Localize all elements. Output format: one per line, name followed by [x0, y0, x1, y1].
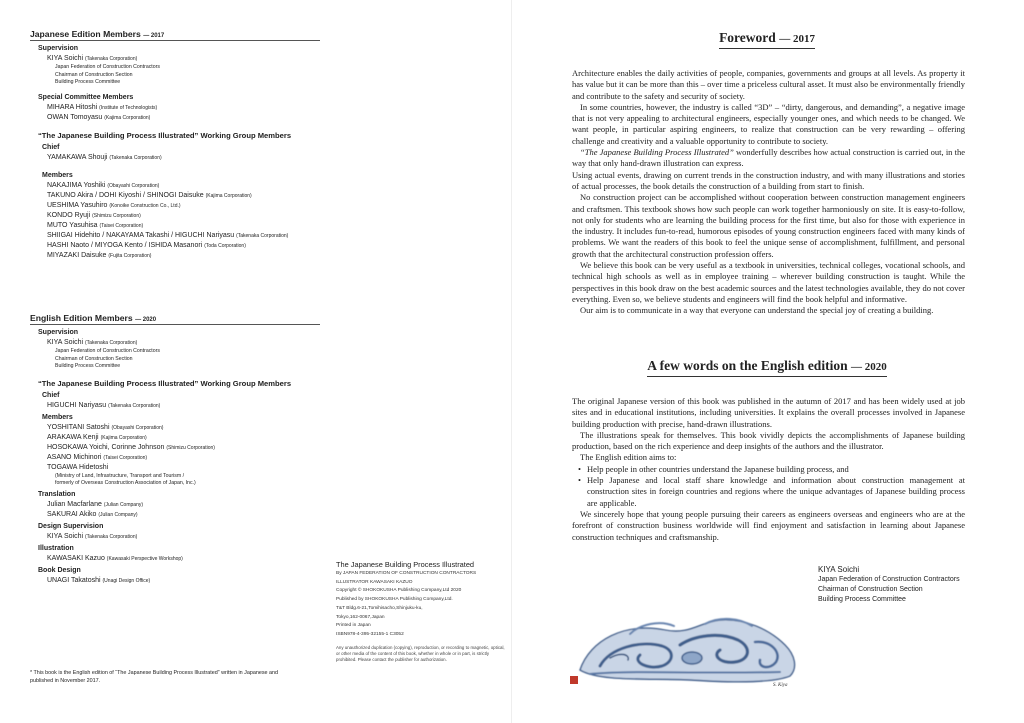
author-name: KIYA Soichi: [818, 565, 860, 574]
member-name: HASHI Naoto / MIYOGA Kento / ISHIDA Masanori: [47, 241, 203, 249]
member-name: TAKUNO Akira / DOHI Kiyoshi / SHINOGI Daisuke: [47, 191, 204, 199]
foreword-paragraph: Using actual events, drawing on current trends in the construction industry, and with many illustrations and stories of actual processes, the book details the construction of a building from start to finish.: [572, 169, 965, 191]
member-entry: [47, 554, 320, 564]
member-entry: [47, 338, 320, 348]
role-design-supervision: Design Supervision: [38, 522, 104, 530]
foreword-body: [572, 68, 965, 317]
colophon-line: By JAPAN FEDERATION OF CONSTRUCTION CONTRACTORS: [336, 571, 477, 576]
section-title-text: English Edition Members: [30, 313, 133, 323]
member-entry: [47, 103, 320, 113]
member-entry: [47, 153, 320, 163]
foreword-paragraph: No construction project can be accomplished without cooperation between construction management engineers and craftsmen. This textbook shows how such people can work together harmoniously on site. It is easy-to-follow, not only for students who are learning the building process for the first time, but also for those with experience in the industry. It includes fun-to-read, humorous episodes of young construction engineers faced with many kinds of problems. We want the readers of this book to feel the unique sense of accomplishment, fulfillment, and personal growth that the architectural construction profession offers.: [572, 192, 965, 259]
member-detail: Japan Federation of Construction Contractors: [55, 64, 160, 70]
member-name: MIYAZAKI Daisuke: [47, 251, 107, 259]
member-company: (Takenaka Corporation): [85, 533, 138, 540]
member-name: MIHARA Hitoshi: [47, 103, 98, 111]
edition-paragraph: The English edition aims to:: [580, 452, 677, 463]
english-edition-heading: [572, 357, 962, 377]
member-company: (Taisei Corporation): [99, 222, 144, 229]
member-name: TOGAWA Hidetoshi: [47, 463, 109, 471]
member-company: (Julian Company): [103, 501, 144, 508]
member-name: SHIIGAI Hidehito / NAKAYAMA Takashi / HIGUCHI Nariyasu: [47, 231, 235, 239]
colophon-line: Published by SHOKOKUSHA Publishing Company,Ltd.: [336, 597, 453, 603]
member-company: (Takenaka Corporation): [85, 340, 138, 346]
artist-signature: S. Kiya: [773, 683, 788, 688]
member-name: YAMAKAWA Shouji: [47, 153, 108, 161]
member-detail: (Ministry of Land, Infrastructure, Transport and Tourism /: [55, 472, 185, 479]
colophon-copyright-note: Any unauthorized duplication (copying), reproduction, or recording to magnetic, optical, or other media of the content of this book, whether in whole or in part, is strictly prohibited. Please contact the publisher for authorization.: [336, 644, 505, 662]
role-special-committee: Special Committee Members: [38, 93, 134, 101]
artist-seal-icon: [570, 676, 578, 684]
member-name: KIYA Soichi: [47, 339, 84, 346]
member-entry: [47, 191, 320, 201]
member-name: ARAKAWA Kenji: [47, 433, 99, 441]
foreword-paragraph: We believe this book can be very useful as a textbook in universities, technical colleges, vocational schools, and technical high schools as well as in employee training – wherever building construction is taught. While the perspectives in this book draw on the best academic sources and the latest technologies available, they do not cover everything. Even so, we believe students and engineers will find the book helpful and informative.: [572, 260, 965, 304]
role-members: Members: [42, 413, 73, 421]
author-title-line: Chairman of Construction Section: [818, 586, 923, 593]
member-name: OWAN Tomoyasu: [47, 113, 103, 121]
member-detail: formerly of Overseas Construction Association of Japan, Inc.): [55, 480, 196, 487]
member-company: (Shimizu Corporation): [92, 212, 141, 219]
member-name: MUTO Yasuhisa: [47, 221, 98, 229]
member-detail: Chairman of Construction Section: [55, 355, 133, 362]
colophon-title: The Japanese Building Process Illustrated: [336, 560, 475, 569]
member-name: KONDO Ryuji: [47, 211, 91, 219]
member-entry: [47, 54, 320, 64]
colophon: [336, 560, 506, 663]
member-name: Julian Macfarlane: [47, 500, 102, 508]
foreword-heading: [572, 29, 962, 49]
member-entry: [47, 423, 320, 433]
colophon-line: ISBN978-4-395-32155-1 C3052: [336, 631, 404, 637]
colophon-line: Tokyo,162-0067,Japan: [336, 614, 385, 620]
member-name: UNAGI Takatoshi: [47, 576, 101, 584]
member-entry: [47, 433, 320, 443]
section-title: [30, 29, 320, 41]
section-title-text: Japanese Edition Members: [30, 29, 141, 39]
member-entry: [47, 113, 320, 123]
role-translation: Translation: [38, 490, 76, 498]
member-company: (Takenaka Corporation): [236, 232, 289, 239]
member-company: (Institute of Technologists): [99, 104, 158, 111]
aims-list-item: • Help Japanese and local staff share knowledge and information about construction management at construction sites in foreign countries and regions where the unique advantages of Japanese building process are applicable.: [572, 475, 965, 509]
member-entry: [47, 463, 320, 473]
member-entry: [47, 221, 320, 231]
member-entry: [47, 576, 320, 586]
member-company: (Unagi Design Office): [102, 577, 151, 584]
foreword-paragraph: [572, 147, 965, 170]
member-entry: [47, 401, 320, 411]
member-company: (Fujita Corporation): [108, 252, 152, 259]
member-detail: Building Process Committee: [55, 79, 121, 86]
working-group-title: “The Japanese Building Process Illustrated” Working Group Members: [38, 378, 292, 388]
member-entry: [47, 251, 320, 261]
role-members: Members: [42, 171, 73, 179]
member-company: (Obayashi Corporation): [111, 424, 164, 431]
member-company: (Takenaka Corporation): [108, 402, 161, 409]
member-entry: [47, 443, 320, 453]
right-page: [512, 0, 1024, 723]
member-company: (Shimizu Corporation): [166, 444, 215, 451]
member-entry: [47, 453, 320, 463]
member-name: NAKAJIMA Yoshiki: [47, 181, 106, 189]
edition-paragraph: We sincerely hope that young people pursuing their careers as engineers overseas and engineers who are at the forefront of construction business worldwide will find enjoyment and satisfaction in learning about Japanese construction techniques and craftsmanship.: [572, 508, 965, 542]
member-name: HIGUCHI Nariyasu: [47, 401, 107, 409]
edition-paragraph: The illustrations speak for themselves. This book vividly depicts the accomplishments of Japanese building production, based on the rich experience and deep insights of the authors and the illustrator.: [572, 429, 965, 452]
member-entry: [47, 201, 320, 211]
aims-list: [572, 464, 965, 509]
foreword-paragraph: Our aim is to communicate in a way that everyone can understand the special joy of creating a building.: [580, 305, 934, 316]
member-company: (Obayashi Corporation): [107, 182, 160, 189]
role-illustration: Illustration: [38, 544, 74, 552]
member-name: YOSHITANI Satoshi: [47, 423, 110, 431]
section-title: [30, 313, 320, 325]
member-entry: [47, 231, 320, 241]
member-name: KIYA Soichi: [47, 532, 84, 540]
english-edition-title: A few words on the English edition: [647, 358, 848, 373]
working-group-title: “The Japanese Building Process Illustrated” Working Group Members: [38, 130, 292, 140]
colophon-line: T&T Bldg.6-21,Tomihisacho,Shinjuku-ku,: [336, 605, 423, 611]
ink-wash-illustration: [570, 600, 812, 688]
edition-footnote: * This book is the English edition of “The Japanese Building Process Illustrated” written in Japanese and published in November 2017.: [30, 670, 279, 684]
foreword-paragraph: Architecture enables the daily activities of people, companies, governments and groups at all levels. As property it has value but it can be more than this – over time a priceless cultural asset. It must also be environmentally friendly and contribute to the safety and security of society.: [572, 68, 965, 101]
member-entry: [47, 510, 320, 520]
member-detail: Building Process Committee: [55, 363, 121, 370]
role-chief: Chief: [42, 143, 60, 151]
member-company: (Kawasaki Perspective Workshop): [106, 555, 183, 562]
paragraph-text: wonderfully describes how actual construction is carried out, in the way that only hand-drawn illustration can express.: [572, 147, 965, 169]
member-name: ASANO Michinori: [47, 453, 102, 461]
book-title-italic: “The Japanese Building Process Illustrated”: [580, 147, 734, 158]
member-company: (Takenaka Corporation): [109, 154, 162, 161]
member-detail: Chairman of Construction Section: [55, 71, 133, 78]
member-entry: [47, 181, 320, 191]
member-name: KIYA Soichi: [47, 55, 84, 62]
member-company: (Kajima Corporation): [104, 114, 151, 121]
member-entry: [47, 500, 320, 510]
foreword-paragraph: In some countries, however, the industry is called “3D” – “dirty, dangerous, and demanding”, a negative image that is not very appealing to architectural engineers, especially younger ones, and which needs to be changed. We want people, in particular aspiring engineers, to realize that construction can be very rewarding – offering challenge and creativity and a valuable opportunity to contribute to society.: [572, 101, 965, 146]
english-edition-year: — 2020: [850, 361, 887, 373]
member-entry: [47, 532, 320, 542]
member-company: (Toda Corporation): [204, 242, 246, 249]
colophon-line: ILLUSTRATOR KAWASAKI KAZUO: [336, 579, 413, 585]
member-entry: [47, 241, 320, 251]
section-year: — 2020: [135, 317, 157, 323]
foreword-title: Foreword: [719, 30, 776, 45]
aims-list-item: • Help people in other countries understand the Japanese building process, and: [572, 464, 965, 475]
member-company: (Konoike Construction Co., Ltd.): [109, 202, 181, 209]
role-chief: Chief: [42, 391, 60, 399]
colophon-line: Copyright © SHOKOKUSHA Publishing Company,Ltd 2020: [336, 588, 462, 594]
member-name: SAKURAI Akiko: [47, 510, 97, 518]
member-company: (Takenaka Corporation): [85, 56, 138, 62]
author-title-line: Building Process Committee: [818, 596, 906, 603]
author-signature: [818, 565, 1018, 605]
member-company: (Kajima Corporation): [205, 192, 252, 199]
member-name: UESHIMA Yasuhiro: [47, 201, 108, 209]
member-name: HOSOKAWA Yoichi, Corinne Johnson: [47, 443, 165, 451]
member-name: KAWASAKI Kazuo: [47, 554, 105, 562]
foreword-year: — 2017: [779, 33, 815, 45]
role-supervision: Supervision: [38, 45, 79, 52]
english-edition-members: [30, 313, 320, 586]
english-edition-body: [572, 396, 965, 543]
member-company: (Taisei Corporation): [103, 454, 148, 461]
member-entry: [47, 211, 320, 221]
section-year: — 2017: [143, 33, 165, 39]
edition-paragraph: The original Japanese version of this book was published in the autumn of 2017 and has been widely used at job sites and in educational institutions, including universities. It explains the overall processes involved in Japanese building production with precise, hand-drawn illustrations.: [572, 396, 965, 429]
japanese-edition-members: [30, 29, 320, 261]
member-company: (Kajima Corporation): [100, 434, 147, 441]
role-supervision: Supervision: [38, 329, 79, 336]
member-detail: Japan Federation of Construction Contractors: [55, 348, 160, 354]
author-title-line: Japan Federation of Construction Contractors: [818, 576, 960, 583]
colophon-line: Printed in Japan: [336, 623, 371, 629]
member-company: (Julian Company): [98, 511, 138, 518]
role-book-design: Book Design: [38, 566, 81, 574]
